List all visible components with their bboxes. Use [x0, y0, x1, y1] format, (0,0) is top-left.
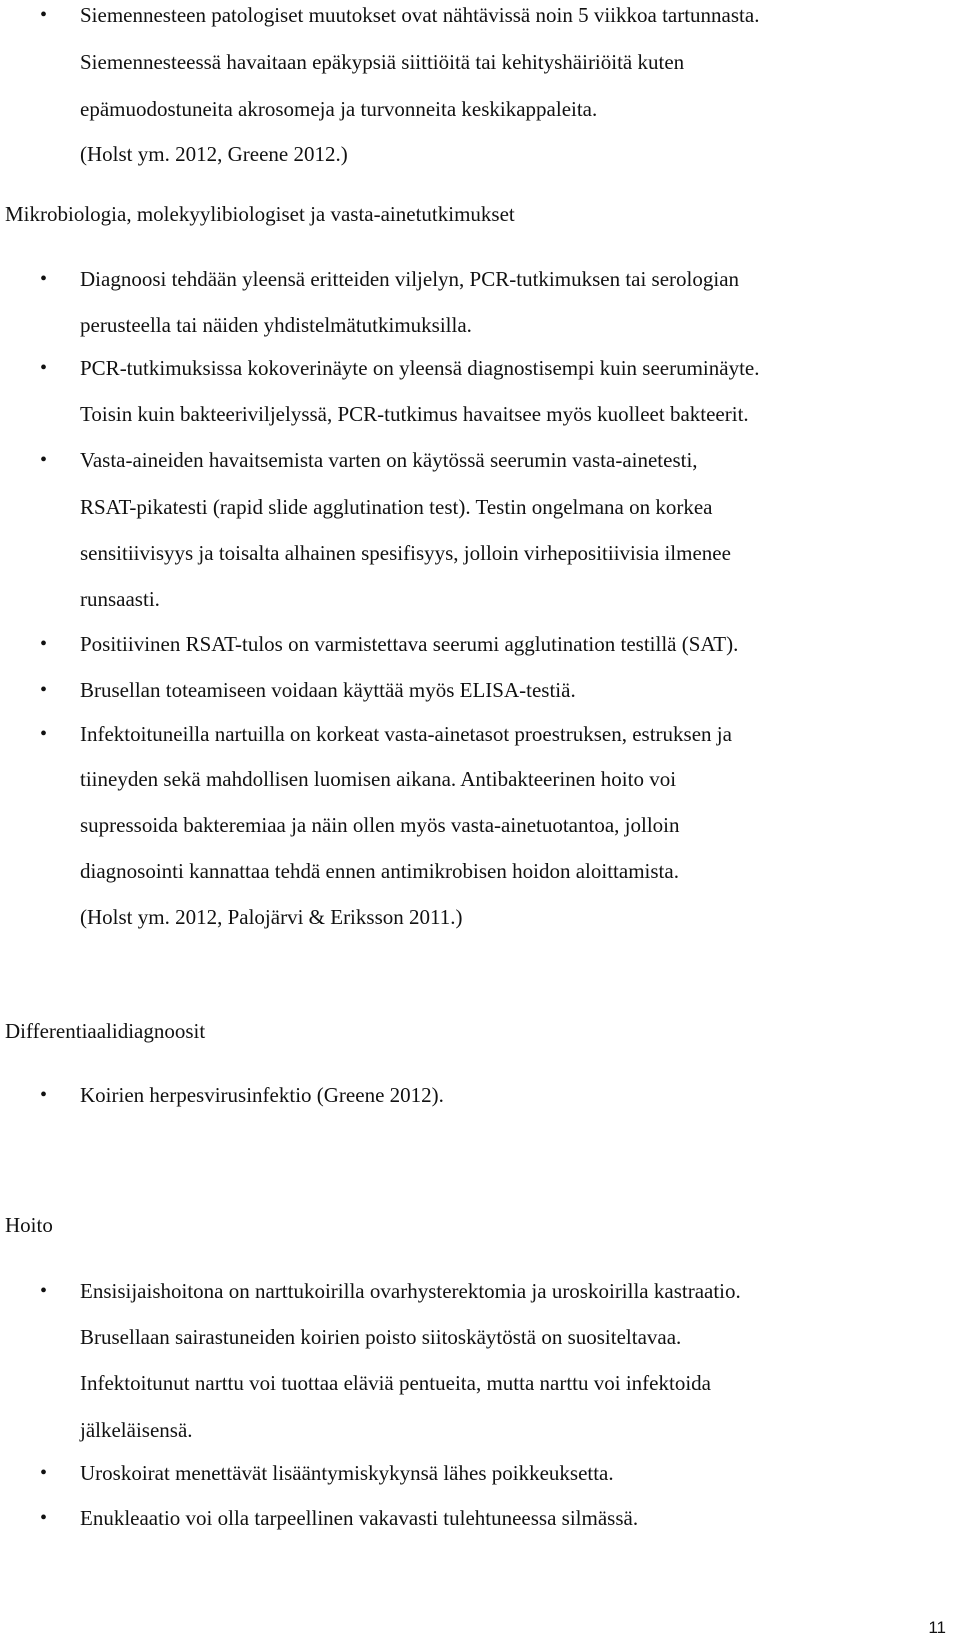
- bullet-text-line: supressoida bakteremiaa ja näin ollen myös vasta-ainetuotantoa, jolloin: [80, 813, 680, 837]
- bullet-marker: •: [40, 1507, 48, 1529]
- bullet-text-line: Siemennesteen patologiset muutokset ovat nähtävissä noin 5 viikkoa tartunnasta.: [80, 3, 760, 27]
- bullet-marker: •: [40, 357, 48, 379]
- bullet-text-line: PCR-tutkimuksissa kokoverinäyte on yleensä diagnostisempi kuin seeruminäyte.: [80, 356, 760, 380]
- bullet-text-line: Brusellan toteamiseen voidaan käyttää myös ELISA-testiä.: [80, 678, 576, 702]
- bullet-text-line: Enukleaatio voi olla tarpeellinen vakavasti tulehtuneessa silmässä.: [80, 1506, 639, 1530]
- bullet-marker: •: [40, 449, 48, 471]
- bullet-text-line: Vasta-aineiden havaitsemista varten on käytössä seerumin vasta-ainetesti,: [80, 448, 698, 472]
- bullet-marker: •: [40, 679, 48, 701]
- bullet-text-line: Uroskoirat menettävät lisääntymiskykynsä lähes poikkeuksetta.: [80, 1461, 614, 1485]
- bullet-text-line: Infektoitunut narttu voi tuottaa eläviä pentueita, mutta narttu voi infektoida: [80, 1371, 711, 1395]
- bullet-marker: •: [40, 633, 48, 655]
- bullet-text-line: Positiivinen RSAT-tulos on varmistettava seerumi agglutination testillä (SAT).: [80, 632, 739, 656]
- bullet-text-line: (Holst ym. 2012, Greene 2012.): [80, 142, 348, 166]
- bullet-marker: •: [40, 1462, 48, 1484]
- bullet-text-line: RSAT-pikatesti (rapid slide agglutination test). Testin ongelmana on korkea: [80, 495, 713, 519]
- bullet-text-line: tiineyden sekä mahdollisen luomisen aikana. Antibakteerinen hoito voi: [80, 767, 677, 791]
- bullet-marker: •: [40, 1280, 48, 1302]
- bullet-text-line: Brusellaan sairastuneiden koirien poisto siitoskäytöstä on suositeltavaa.: [80, 1325, 682, 1349]
- bullet-text-line: sensitiivisyys ja toisalta alhainen spesifisyys, jolloin virhepositiivisia ilmenee: [80, 541, 731, 565]
- page-number: 11: [928, 1618, 946, 1637]
- bullet-marker: •: [40, 4, 48, 26]
- bullet-text-line: Koirien herpesvirusinfektio (Greene 2012).: [80, 1083, 444, 1107]
- bullet-marker: •: [40, 723, 48, 745]
- section-heading: Hoito: [5, 1213, 53, 1237]
- bullet-text-line: Diagnoosi tehdään yleensä eritteiden viljelyn, PCR-tutkimuksen tai serologian: [80, 267, 740, 291]
- section-heading: Differentiaalidiagnoosit: [5, 1019, 206, 1043]
- bullet-text-line: perusteella tai näiden yhdistelmätutkimuksilla.: [80, 313, 472, 337]
- section-heading: Mikrobiologia, molekyylibiologiset ja vasta-ainetutkimukset: [5, 202, 515, 226]
- bullet-text-line: diagnosointi kannattaa tehdä ennen antimikrobisen hoidon aloittamista.: [80, 859, 679, 883]
- bullet-text-line: (Holst ym. 2012, Palojärvi & Eriksson 2011.): [80, 905, 463, 929]
- bullet-text-line: Infektoituneilla nartuilla on korkeat vasta-ainetasot proestruksen, estruksen ja: [80, 722, 732, 746]
- bullet-marker: •: [40, 1084, 48, 1106]
- bullet-marker: •: [40, 268, 48, 290]
- bullet-text-line: Toisin kuin bakteeriviljelyssä, PCR-tutkimus havaitsee myös kuolleet bakteerit.: [80, 402, 749, 426]
- bullet-text-line: Ensisijaishoitona on narttukoirilla ovarhysterektomia ja uroskoirilla kastraatio.: [80, 1279, 741, 1303]
- bullet-text-line: jälkeläisensä.: [80, 1418, 193, 1442]
- bullet-text-line: runsaasti.: [80, 587, 160, 611]
- bullet-text-line: epämuodostuneita akrosomeja ja turvonneita keskikappaleita.: [80, 97, 598, 121]
- bullet-text-line: Siemennesteessä havaitaan epäkypsiä siittiöitä tai kehityshäiriöitä kuten: [80, 50, 685, 74]
